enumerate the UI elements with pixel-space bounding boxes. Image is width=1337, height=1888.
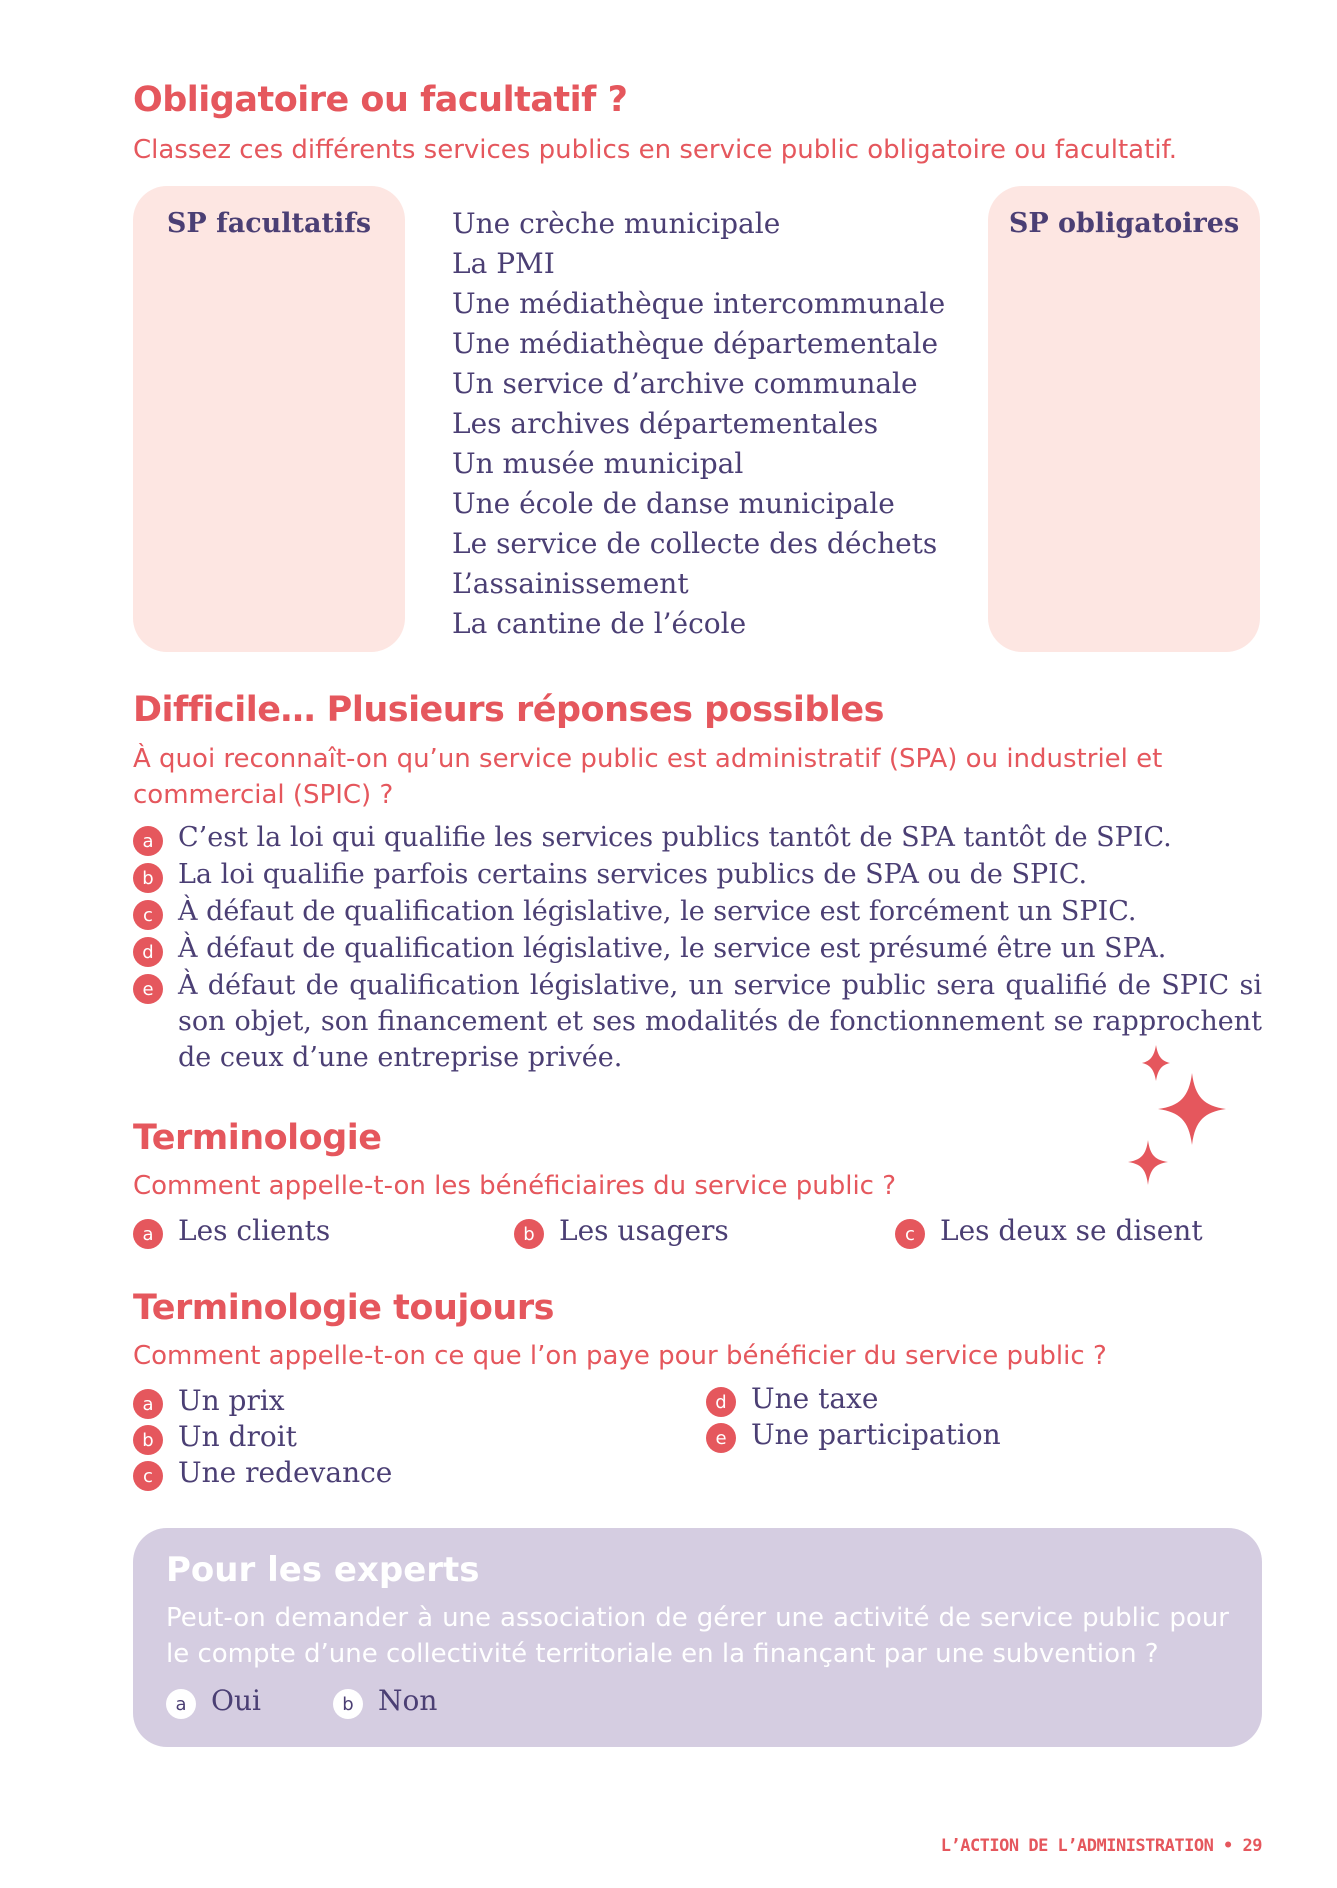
option-text: À défaut de qualification législative, le service est présumé être un SPA. <box>178 933 1167 964</box>
option-a[interactable] <box>166 1683 261 1719</box>
option-text: La loi qualifie parfois certains services publics de SPA ou de SPIC. <box>178 859 1088 890</box>
sp-facultatifs-box[interactable] <box>133 186 405 652</box>
services-list <box>452 204 945 644</box>
option-badge-c: c <box>895 1219 925 1249</box>
option-badge-a: a <box>133 826 163 856</box>
option-badge-a: a <box>133 1219 163 1249</box>
experts-question: Peut-on demander à une association de gérer une activité de service public pour le compte d’une collectivité territoriale en la finançant par une subvention ? <box>166 1603 1229 1669</box>
option-badge-d: d <box>706 1387 736 1417</box>
service-item[interactable]: La PMI <box>452 247 555 280</box>
option-text: Les usagers <box>559 1214 729 1247</box>
option-e[interactable] <box>706 1417 1001 1453</box>
service-item[interactable]: Un service d’archive communale <box>452 367 918 400</box>
sp-obligatoires-title: SP obligatoires <box>1008 208 1240 239</box>
service-item[interactable]: Une crèche municipale <box>452 207 781 240</box>
option-text: Oui <box>211 1684 261 1717</box>
page-footer: L’ACTION DE L’ADMINISTRATION • 29 <box>940 1836 1262 1856</box>
option-d[interactable] <box>706 1381 878 1417</box>
option-badge-b: b <box>133 1425 163 1455</box>
option-badge-b: b <box>514 1219 544 1249</box>
option-badge-a: a <box>133 1389 163 1419</box>
section-title-difficile: Difficile… Plusieurs réponses possibles <box>133 690 884 730</box>
option-text: Une redevance <box>178 1456 393 1489</box>
experts-box <box>133 1528 1262 1747</box>
option-c[interactable] <box>133 1455 392 1491</box>
service-item[interactable]: Une médiathèque départementale <box>452 327 939 360</box>
option-b[interactable] <box>133 857 1262 893</box>
option-c[interactable] <box>133 894 1262 930</box>
option-text: Non <box>378 1684 438 1717</box>
option-badge-b: b <box>133 863 163 893</box>
section-question-terminologie-toujours: Comment appelle-t-on ce que l’on paye pour bénéficier du service public ? <box>133 1341 1107 1371</box>
section-question-obligatoire: Classez ces différents services publics en service public obligatoire ou facultatif. <box>133 135 1178 165</box>
option-text: C’est la loi qui qualifie les services publics tantôt de SPA tantôt de SPIC. <box>178 822 1172 853</box>
option-badge-a: a <box>166 1689 196 1719</box>
section-question-terminologie: Comment appelle-t-on les bénéficiaires du service public ? <box>133 1171 897 1201</box>
option-text: À défaut de qualification législative, un service public sera qualifié de SPIC si son objet, son financement et ses modalités de fonctionnement se rapprochent de ceux d’une entreprise privée. <box>178 970 1262 1073</box>
option-a[interactable] <box>133 1383 285 1419</box>
option-badge-c: c <box>133 1461 163 1491</box>
option-b[interactable] <box>333 1683 437 1719</box>
option-b[interactable] <box>133 1419 297 1455</box>
option-badge-c: c <box>133 900 163 930</box>
option-text: Une participation <box>751 1418 1001 1451</box>
sp-facultatifs-title: SP facultatifs <box>166 208 372 239</box>
service-item[interactable]: Une médiathèque intercommunale <box>452 287 946 320</box>
option-b[interactable] <box>514 1213 729 1249</box>
service-item[interactable]: La cantine de l’école <box>452 607 747 640</box>
sp-obligatoires-box[interactable] <box>988 186 1260 652</box>
option-badge-b: b <box>333 1689 363 1719</box>
section-title-obligatoire: Obligatoire ou facultatif ? <box>133 80 628 120</box>
option-d[interactable] <box>133 931 1262 967</box>
option-badge-e: e <box>706 1423 736 1453</box>
service-item[interactable]: Un musée municipal <box>452 447 744 480</box>
option-text: Les deux se disent <box>940 1214 1203 1247</box>
option-text: Un prix <box>178 1384 285 1417</box>
section-question-difficile: À quoi reconnaît-on qu’un service public est administratif (SPA) ou industriel et commercial (SPIC) ? <box>133 744 1163 810</box>
option-e[interactable] <box>133 968 1262 1076</box>
service-item[interactable]: Le service de collecte des déchets <box>452 527 938 560</box>
section-title-terminologie-toujours: Terminologie toujours <box>133 1288 554 1328</box>
option-a[interactable] <box>133 1213 330 1249</box>
option-badge-e: e <box>133 974 163 1004</box>
service-item[interactable]: Une école de danse municipale <box>452 487 895 520</box>
experts-title: Pour les experts <box>166 1550 480 1590</box>
option-badge-d: d <box>133 937 163 967</box>
option-text: Un droit <box>178 1420 297 1453</box>
option-text: Les clients <box>178 1214 331 1247</box>
option-text: À défaut de qualification législative, le service est forcément un SPIC. <box>178 896 1137 927</box>
option-c[interactable] <box>895 1213 1203 1249</box>
service-item[interactable]: Les archives départementales <box>452 407 879 440</box>
option-a[interactable] <box>133 820 1262 856</box>
service-item[interactable]: L’assainissement <box>452 567 689 600</box>
option-text: Une taxe <box>751 1382 879 1415</box>
section-title-terminologie: Terminologie <box>133 1118 382 1158</box>
